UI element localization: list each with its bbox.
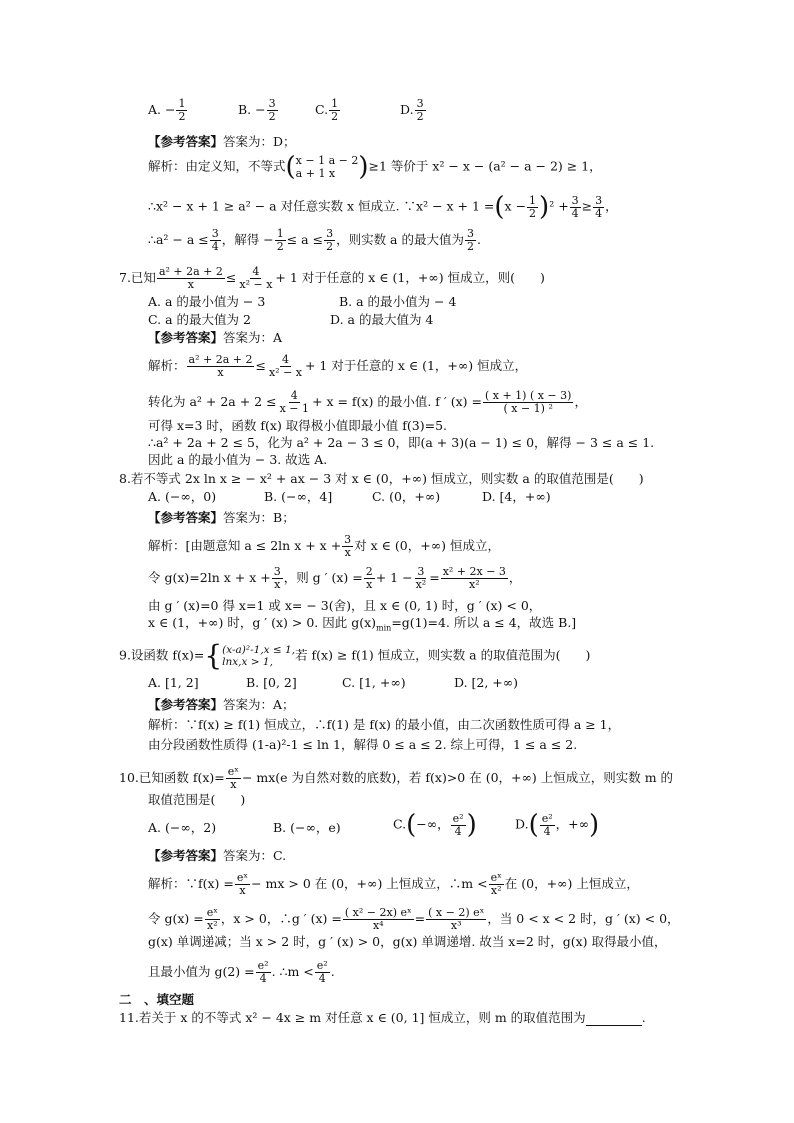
q7-option-c: C. a 的最大值为 2	[148, 312, 251, 327]
q7-stem: 7.已知 $\frac{\text{a² + 2a + 2}}{x}$ ≤ $\frac{4}{\text{x² − x}}$ + 1 对于任意的 x ∈ (1，+∞) 恒成立，则( )	[119, 265, 545, 291]
q7-analysis-line4: ∴a² + 2a + 2 ≤ 5，化为 a² + 2a − 3 ≤ 0，即(a + 3)(a − 1) ≤ 0，解得 − 3 ≤ a ≤ 1.	[148, 435, 655, 450]
q6-analysis-line3: ∴a² − a ≤ $\frac{3}{4}$ ，解得 − $\frac{1}{2}$ ≤ a ≤ $\frac{3}{2}$ ，则实数 a 的最大值为 $\frac{3}{2}$ .	[148, 227, 481, 253]
q11-stem: 11.若关于 x 的不等式 x² − 4x ≥ m 对任意 x ∈ (0, 1] 恒成立，则 m 的取值范围为 .	[119, 1010, 646, 1025]
q8-option-c: C. (0，+∞)	[372, 489, 441, 504]
q10-analysis-line4: 且最小值为 g(2) = $\frac{\text{e²}}{4}$ . ∴m < $\frac{\text{e²}}{4}$ .	[148, 959, 335, 985]
q10-answer: 【参考答案】答案为：C.	[148, 848, 287, 863]
q8-option-d: D. [4，+∞)	[482, 489, 551, 504]
q8-analysis-line2: 令 g(x)=2ln x + x + $\frac{3}{x}$ ，则 g ′ (x) = $\frac{2}{x}$ + 1 − $\frac{3}{\text{x²}}$ = $\frac{\text{x² + 2x − 3}}{\text{x²}}$ ，	[148, 565, 522, 591]
q10-option-b: B. (−∞，e)	[273, 820, 341, 835]
q11-answer-blank[interactable]	[586, 1013, 642, 1026]
q8-analysis-line3: 由 g ′ (x)=0 得 x=1 或 x= − 3(舍)，且 x ∈ (0, 1) 时，g ′ (x) < 0，	[148, 598, 542, 613]
q10-option-a: A. (−∞，2)	[148, 820, 217, 835]
q6-option-c: C. $\frac{1}{2}$	[315, 97, 339, 123]
q9-analysis-line1: 解析：∵f(x) ≥ f(1) 恒成立，∴f(1) 是 f(x) 的最小值，由二次函数性质可得 a ≥ 1，	[148, 717, 621, 732]
q9-option-b: B. [0, 2]	[246, 675, 297, 690]
q9-option-d: D. [2, +∞)	[454, 675, 519, 690]
section-title: 二 、填空题	[119, 992, 195, 1007]
q7-analysis-line5: 因此 a 的最小值为 − 3. 故选 A.	[148, 452, 328, 467]
q6-answer: 【参考答案】答案为：D；	[148, 134, 296, 149]
q6-analysis-line2: ∴x² − x + 1 ≥ a² − a 对任意实数 x 恒成立. ∵x² − x + 1 =(x − $\frac{1}{2}$ )² + $\frac{3}{4}$ ≥ $\frac{3}{4}$ ，	[148, 192, 618, 222]
q7-option-d: D. a 的最大值为 4	[330, 312, 434, 327]
q8-analysis-line4: x ∈ (1，+∞) 时，g ′ (x) > 0. 因此 $g(x)_{min}=g(1)=4$. 所以 a ≤ 4，故选 B.]	[148, 615, 577, 633]
q6-analysis-line1: 解析：由定义知，不等式( x − 1 a − 2 a + 1 x )≥1 等价于 x² − x − (a² − a − 2) ≥ 1，	[148, 152, 602, 182]
q7-analysis-line3: 可得 x=3 时，函数 f(x) 取得极小值即最小值 f(3)=5.	[148, 418, 448, 433]
q9-stem: 9.设函数 f(x)={ (x-a)²-1,x ≤ 1, lnx,x > 1, 若 f(x) ≥ f(1) 恒成立，则实数 a 的取值范围为( )	[119, 639, 591, 672]
q10-stem-line1: 10.已知函数 f(x)= $\frac{\text{eˣ}}{x}$ − mx(e 为自然对数的底数)，若 f(x)>0 在 (0，+∞) 上恒成立，则实数 m 的	[119, 765, 674, 791]
q7-answer: 【参考答案】答案为：A	[148, 330, 283, 345]
q6-option-d: D. $\frac{3}{2}$	[400, 97, 424, 123]
q7-analysis-line1: 解析： $\frac{\text{a² + 2a + 2}}{x}$ ≤ $\frac{4}{\text{x² − x}}$ + 1 对于任意的 x ∈ (1，+∞) 恒成立，	[148, 353, 528, 379]
q10-analysis-line1: 解析：∵f(x) = $\frac{\text{eˣ}}{x}$ − mx > 0 在 (0，+∞) 上恒成立，∴m < $\frac{\text{eˣ}}{\text{x²}}$ 在 (0，+∞) 上恒成立，	[148, 871, 639, 897]
q10-analysis-line2: 令 g(x) = $\frac{\text{eˣ}}{\text{x²}}$ ，x > 0，∴g ′ (x) = $\frac{\text{( x² − 2x) eˣ}}{\text{x⁴}}$ = $\frac{\text{( x − 2) eˣ}}{\text{x³}}$ ，当 0 < x < 2 时，g ′ (x) < 0，	[148, 906, 680, 932]
q8-answer: 【参考答案】答案为：B；	[148, 510, 295, 525]
q8-option-b: B. (−∞，4]	[264, 489, 333, 504]
q8-analysis-line1: 解析：[由题意知 a ≤ 2ln x + x + $\frac{3}{x}$ 对 x ∈ (0，+∞) 恒成立，	[148, 533, 500, 559]
q8-option-a: A. (−∞，0)	[148, 489, 217, 504]
q9-option-a: A. [1, 2]	[148, 675, 199, 690]
q9-option-c: C. [1, +∞)	[342, 675, 406, 690]
q7-option-a: A. a 的最小值为 − 3	[148, 294, 266, 309]
q7-option-b: B. a 的最小值为 − 4	[339, 294, 457, 309]
q10-option-d: D.( $\frac{\text{e²}}{4}$ ，+∞)	[515, 810, 600, 840]
q7-analysis-line2: 转化为 a² + 2a + 2 ≤ $\frac{4}{x - 1}$ + x = f(x) 的最小值. f ′ (x) = $\frac{( x + 1) ( x - 3)}{\text{( x − 1) ²}}$ ，	[148, 389, 587, 415]
q6-option-a: A. − $\frac{1}{2}$	[148, 97, 186, 123]
q8-stem: 8.若不等式 2x ln x ≥ − x² + ax − 3 对 x ∈ (0，+∞) 恒成立，则实数 a 的取值范围是( )	[119, 471, 644, 486]
q6-option-b: B. − $\frac{3}{2}$	[238, 97, 276, 123]
q9-analysis-line2: 由分段函数性质得 (1-a)²-1 ≤ ln 1，解得 0 ≤ a ≤ 2. 综上可得，1 ≤ a ≤ 2.	[148, 737, 578, 752]
q9-answer: 【参考答案】答案为：A；	[148, 697, 295, 712]
q10-stem-line2: 取值范围是( )	[148, 792, 246, 807]
q10-analysis-line3: g(x) 单调递减；当 x > 2 时，g ′ (x) > 0，g(x) 单调递增. 故当 x=2 时，g(x) 取得最小值，	[148, 934, 667, 949]
q6-options	[148, 97, 424, 123]
q10-option-c: C.(−∞， $\frac{\text{e²}}{4}$ )	[393, 810, 477, 840]
